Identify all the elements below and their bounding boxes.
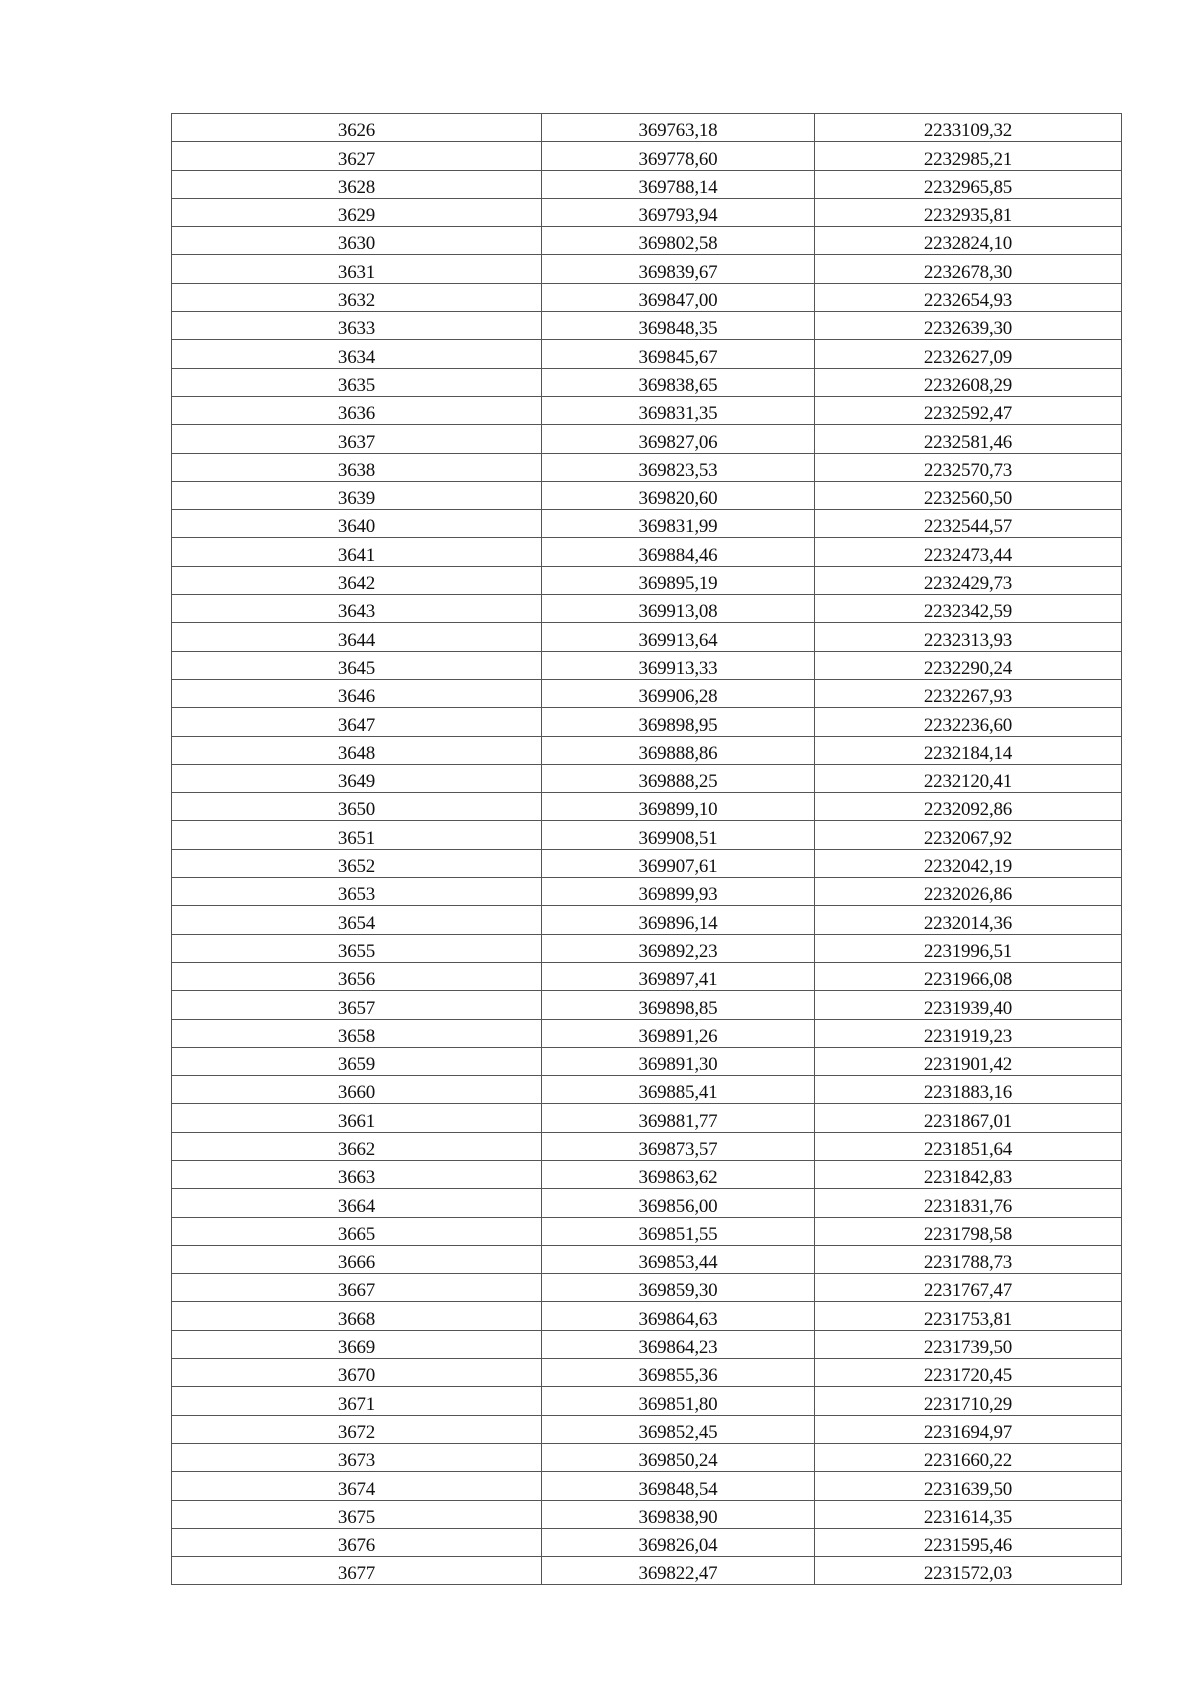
table-row — [172, 1443, 1122, 1471]
x-coordinate-cell: 369885,41 — [542, 1076, 815, 1104]
x-coordinate-cell: 369892,23 — [542, 934, 815, 962]
y-coordinate-cell: 2231996,51 — [815, 934, 1122, 962]
table-row — [172, 283, 1122, 311]
table-row — [172, 906, 1122, 934]
point-number-cell: 3649 — [172, 764, 542, 792]
x-coordinate-cell: 369838,65 — [542, 368, 815, 396]
x-coordinate-cell: 369913,33 — [542, 651, 815, 679]
y-coordinate-cell: 2231767,47 — [815, 1274, 1122, 1302]
x-coordinate-cell: 369822,47 — [542, 1557, 815, 1585]
point-number-cell: 3630 — [172, 227, 542, 255]
x-coordinate-cell: 369859,30 — [542, 1274, 815, 1302]
table-row — [172, 312, 1122, 340]
y-coordinate-cell: 2232581,46 — [815, 425, 1122, 453]
x-coordinate-cell: 369907,61 — [542, 849, 815, 877]
point-number-cell: 3659 — [172, 1047, 542, 1075]
table-row — [172, 1019, 1122, 1047]
y-coordinate-cell: 2231710,29 — [815, 1387, 1122, 1415]
table-row — [172, 849, 1122, 877]
y-coordinate-cell: 2232627,09 — [815, 340, 1122, 368]
point-number-cell: 3639 — [172, 481, 542, 509]
x-coordinate-cell: 369802,58 — [542, 227, 815, 255]
table-row — [172, 793, 1122, 821]
x-coordinate-cell: 369831,35 — [542, 396, 815, 424]
y-coordinate-cell: 2231842,83 — [815, 1160, 1122, 1188]
point-number-cell: 3677 — [172, 1557, 542, 1585]
point-number-cell: 3671 — [172, 1387, 542, 1415]
point-number-cell: 3637 — [172, 425, 542, 453]
y-coordinate-cell: 2232092,86 — [815, 793, 1122, 821]
point-number-cell: 3665 — [172, 1217, 542, 1245]
y-coordinate-cell: 2232473,44 — [815, 538, 1122, 566]
table-row — [172, 396, 1122, 424]
x-coordinate-cell: 369891,30 — [542, 1047, 815, 1075]
x-coordinate-cell: 369856,00 — [542, 1189, 815, 1217]
point-number-cell: 3673 — [172, 1443, 542, 1471]
table-row — [172, 566, 1122, 594]
table-row — [172, 651, 1122, 679]
y-coordinate-cell: 2231694,97 — [815, 1415, 1122, 1443]
point-number-cell: 3640 — [172, 510, 542, 538]
table-row — [172, 1472, 1122, 1500]
x-coordinate-cell: 369863,62 — [542, 1160, 815, 1188]
y-coordinate-cell: 2232654,93 — [815, 283, 1122, 311]
table-row — [172, 991, 1122, 1019]
y-coordinate-cell: 2231614,35 — [815, 1500, 1122, 1528]
x-coordinate-cell: 369827,06 — [542, 425, 815, 453]
x-coordinate-cell: 369831,99 — [542, 510, 815, 538]
x-coordinate-cell: 369897,41 — [542, 962, 815, 990]
point-number-cell: 3633 — [172, 312, 542, 340]
point-number-cell: 3641 — [172, 538, 542, 566]
table-row — [172, 340, 1122, 368]
y-coordinate-cell: 2231595,46 — [815, 1528, 1122, 1556]
x-coordinate-cell: 369898,95 — [542, 708, 815, 736]
table-row — [172, 1359, 1122, 1387]
table-row — [172, 1500, 1122, 1528]
x-coordinate-cell: 369896,14 — [542, 906, 815, 934]
y-coordinate-cell: 2232560,50 — [815, 481, 1122, 509]
point-number-cell: 3634 — [172, 340, 542, 368]
x-coordinate-cell: 369788,14 — [542, 170, 815, 198]
table-row — [172, 1387, 1122, 1415]
x-coordinate-cell: 369793,94 — [542, 198, 815, 226]
point-number-cell: 3668 — [172, 1302, 542, 1330]
y-coordinate-cell: 2231572,03 — [815, 1557, 1122, 1585]
point-number-cell: 3661 — [172, 1104, 542, 1132]
point-number-cell: 3664 — [172, 1189, 542, 1217]
y-coordinate-cell: 2231919,23 — [815, 1019, 1122, 1047]
table-row — [172, 1217, 1122, 1245]
point-number-cell: 3675 — [172, 1500, 542, 1528]
point-number-cell: 3653 — [172, 878, 542, 906]
table-row — [172, 679, 1122, 707]
y-coordinate-cell: 2231660,22 — [815, 1443, 1122, 1471]
table-row — [172, 1274, 1122, 1302]
x-coordinate-cell: 369848,54 — [542, 1472, 815, 1500]
table-row — [172, 481, 1122, 509]
y-coordinate-cell: 2231867,01 — [815, 1104, 1122, 1132]
table-row — [172, 1557, 1122, 1585]
point-number-cell: 3655 — [172, 934, 542, 962]
y-coordinate-cell: 2232067,92 — [815, 821, 1122, 849]
table-row — [172, 1302, 1122, 1330]
table-row — [172, 1160, 1122, 1188]
x-coordinate-cell: 369820,60 — [542, 481, 815, 509]
point-number-cell: 3627 — [172, 142, 542, 170]
y-coordinate-cell: 2233109,32 — [815, 114, 1122, 142]
table-row — [172, 1528, 1122, 1556]
table-row — [172, 1189, 1122, 1217]
x-coordinate-cell: 369884,46 — [542, 538, 815, 566]
x-coordinate-cell: 369864,63 — [542, 1302, 815, 1330]
x-coordinate-cell: 369823,53 — [542, 453, 815, 481]
x-coordinate-cell: 369848,35 — [542, 312, 815, 340]
point-number-cell: 3643 — [172, 595, 542, 623]
point-number-cell: 3672 — [172, 1415, 542, 1443]
table-row — [172, 764, 1122, 792]
y-coordinate-cell: 2232184,14 — [815, 736, 1122, 764]
x-coordinate-cell: 369778,60 — [542, 142, 815, 170]
y-coordinate-cell: 2231788,73 — [815, 1245, 1122, 1273]
point-number-cell: 3646 — [172, 679, 542, 707]
table-row — [172, 821, 1122, 849]
point-number-cell: 3654 — [172, 906, 542, 934]
coordinate-table-body — [172, 114, 1122, 1585]
x-coordinate-cell: 369852,45 — [542, 1415, 815, 1443]
y-coordinate-cell: 2232985,21 — [815, 142, 1122, 170]
x-coordinate-cell: 369913,64 — [542, 623, 815, 651]
point-number-cell: 3635 — [172, 368, 542, 396]
point-number-cell: 3629 — [172, 198, 542, 226]
y-coordinate-cell: 2232678,30 — [815, 255, 1122, 283]
point-number-cell: 3626 — [172, 114, 542, 142]
table-row — [172, 453, 1122, 481]
point-number-cell: 3648 — [172, 736, 542, 764]
point-number-cell: 3656 — [172, 962, 542, 990]
table-row — [172, 595, 1122, 623]
y-coordinate-cell: 2231739,50 — [815, 1330, 1122, 1358]
point-number-cell: 3632 — [172, 283, 542, 311]
table-row — [172, 255, 1122, 283]
point-number-cell: 3642 — [172, 566, 542, 594]
x-coordinate-cell: 369847,00 — [542, 283, 815, 311]
table-row — [172, 227, 1122, 255]
x-coordinate-cell: 369851,80 — [542, 1387, 815, 1415]
table-row — [172, 878, 1122, 906]
table-row — [172, 538, 1122, 566]
x-coordinate-cell: 369763,18 — [542, 114, 815, 142]
y-coordinate-cell: 2231901,42 — [815, 1047, 1122, 1075]
y-coordinate-cell: 2231753,81 — [815, 1302, 1122, 1330]
x-coordinate-cell: 369881,77 — [542, 1104, 815, 1132]
x-coordinate-cell: 369899,10 — [542, 793, 815, 821]
table-row — [172, 142, 1122, 170]
table-row — [172, 962, 1122, 990]
table-row — [172, 1104, 1122, 1132]
point-number-cell: 3658 — [172, 1019, 542, 1047]
table-row — [172, 1076, 1122, 1104]
x-coordinate-cell: 369906,28 — [542, 679, 815, 707]
y-coordinate-cell: 2231883,16 — [815, 1076, 1122, 1104]
point-number-cell: 3669 — [172, 1330, 542, 1358]
x-coordinate-cell: 369851,55 — [542, 1217, 815, 1245]
y-coordinate-cell: 2231966,08 — [815, 962, 1122, 990]
x-coordinate-cell: 369855,36 — [542, 1359, 815, 1387]
y-coordinate-cell: 2232935,81 — [815, 198, 1122, 226]
y-coordinate-cell: 2232608,29 — [815, 368, 1122, 396]
x-coordinate-cell: 369913,08 — [542, 595, 815, 623]
x-coordinate-cell: 369891,26 — [542, 1019, 815, 1047]
x-coordinate-cell: 369845,67 — [542, 340, 815, 368]
y-coordinate-cell: 2232290,24 — [815, 651, 1122, 679]
table-row — [172, 1330, 1122, 1358]
y-coordinate-cell: 2231939,40 — [815, 991, 1122, 1019]
y-coordinate-cell: 2232342,59 — [815, 595, 1122, 623]
point-number-cell: 3676 — [172, 1528, 542, 1556]
table-row — [172, 1132, 1122, 1160]
point-number-cell: 3644 — [172, 623, 542, 651]
x-coordinate-cell: 369898,85 — [542, 991, 815, 1019]
table-row — [172, 623, 1122, 651]
point-number-cell: 3645 — [172, 651, 542, 679]
y-coordinate-cell: 2232592,47 — [815, 396, 1122, 424]
x-coordinate-cell: 369888,25 — [542, 764, 815, 792]
y-coordinate-cell: 2231798,58 — [815, 1217, 1122, 1245]
x-coordinate-cell: 369873,57 — [542, 1132, 815, 1160]
y-coordinate-cell: 2232429,73 — [815, 566, 1122, 594]
point-number-cell: 3650 — [172, 793, 542, 821]
y-coordinate-cell: 2232120,41 — [815, 764, 1122, 792]
y-coordinate-cell: 2231639,50 — [815, 1472, 1122, 1500]
point-number-cell: 3657 — [172, 991, 542, 1019]
table-row — [172, 114, 1122, 142]
y-coordinate-cell: 2232026,86 — [815, 878, 1122, 906]
point-number-cell: 3652 — [172, 849, 542, 877]
x-coordinate-cell: 369838,90 — [542, 1500, 815, 1528]
table-row — [172, 1245, 1122, 1273]
table-row — [172, 198, 1122, 226]
x-coordinate-cell: 369888,86 — [542, 736, 815, 764]
y-coordinate-cell: 2232313,93 — [815, 623, 1122, 651]
y-coordinate-cell: 2232570,73 — [815, 453, 1122, 481]
table-row — [172, 1415, 1122, 1443]
y-coordinate-cell: 2231851,64 — [815, 1132, 1122, 1160]
y-coordinate-cell: 2232965,85 — [815, 170, 1122, 198]
x-coordinate-cell: 369895,19 — [542, 566, 815, 594]
x-coordinate-cell: 369864,23 — [542, 1330, 815, 1358]
y-coordinate-cell: 2232544,57 — [815, 510, 1122, 538]
table-row — [172, 1047, 1122, 1075]
coordinate-table — [171, 113, 1122, 1585]
point-number-cell: 3631 — [172, 255, 542, 283]
point-number-cell: 3662 — [172, 1132, 542, 1160]
y-coordinate-cell: 2232824,10 — [815, 227, 1122, 255]
table-row — [172, 510, 1122, 538]
point-number-cell: 3651 — [172, 821, 542, 849]
table-row — [172, 736, 1122, 764]
x-coordinate-cell: 369839,67 — [542, 255, 815, 283]
y-coordinate-cell: 2231720,45 — [815, 1359, 1122, 1387]
y-coordinate-cell: 2232267,93 — [815, 679, 1122, 707]
point-number-cell: 3660 — [172, 1076, 542, 1104]
point-number-cell: 3674 — [172, 1472, 542, 1500]
point-number-cell: 3670 — [172, 1359, 542, 1387]
point-number-cell: 3638 — [172, 453, 542, 481]
point-number-cell: 3667 — [172, 1274, 542, 1302]
point-number-cell: 3636 — [172, 396, 542, 424]
point-number-cell: 3628 — [172, 170, 542, 198]
y-coordinate-cell: 2232236,60 — [815, 708, 1122, 736]
table-row — [172, 708, 1122, 736]
y-coordinate-cell: 2232014,36 — [815, 906, 1122, 934]
x-coordinate-cell: 369826,04 — [542, 1528, 815, 1556]
point-number-cell: 3666 — [172, 1245, 542, 1273]
table-row — [172, 368, 1122, 396]
y-coordinate-cell: 2231831,76 — [815, 1189, 1122, 1217]
point-number-cell: 3663 — [172, 1160, 542, 1188]
x-coordinate-cell: 369850,24 — [542, 1443, 815, 1471]
table-row — [172, 934, 1122, 962]
table-row — [172, 170, 1122, 198]
y-coordinate-cell: 2232042,19 — [815, 849, 1122, 877]
x-coordinate-cell: 369908,51 — [542, 821, 815, 849]
y-coordinate-cell: 2232639,30 — [815, 312, 1122, 340]
table-row — [172, 425, 1122, 453]
x-coordinate-cell: 369853,44 — [542, 1245, 815, 1273]
point-number-cell: 3647 — [172, 708, 542, 736]
x-coordinate-cell: 369899,93 — [542, 878, 815, 906]
